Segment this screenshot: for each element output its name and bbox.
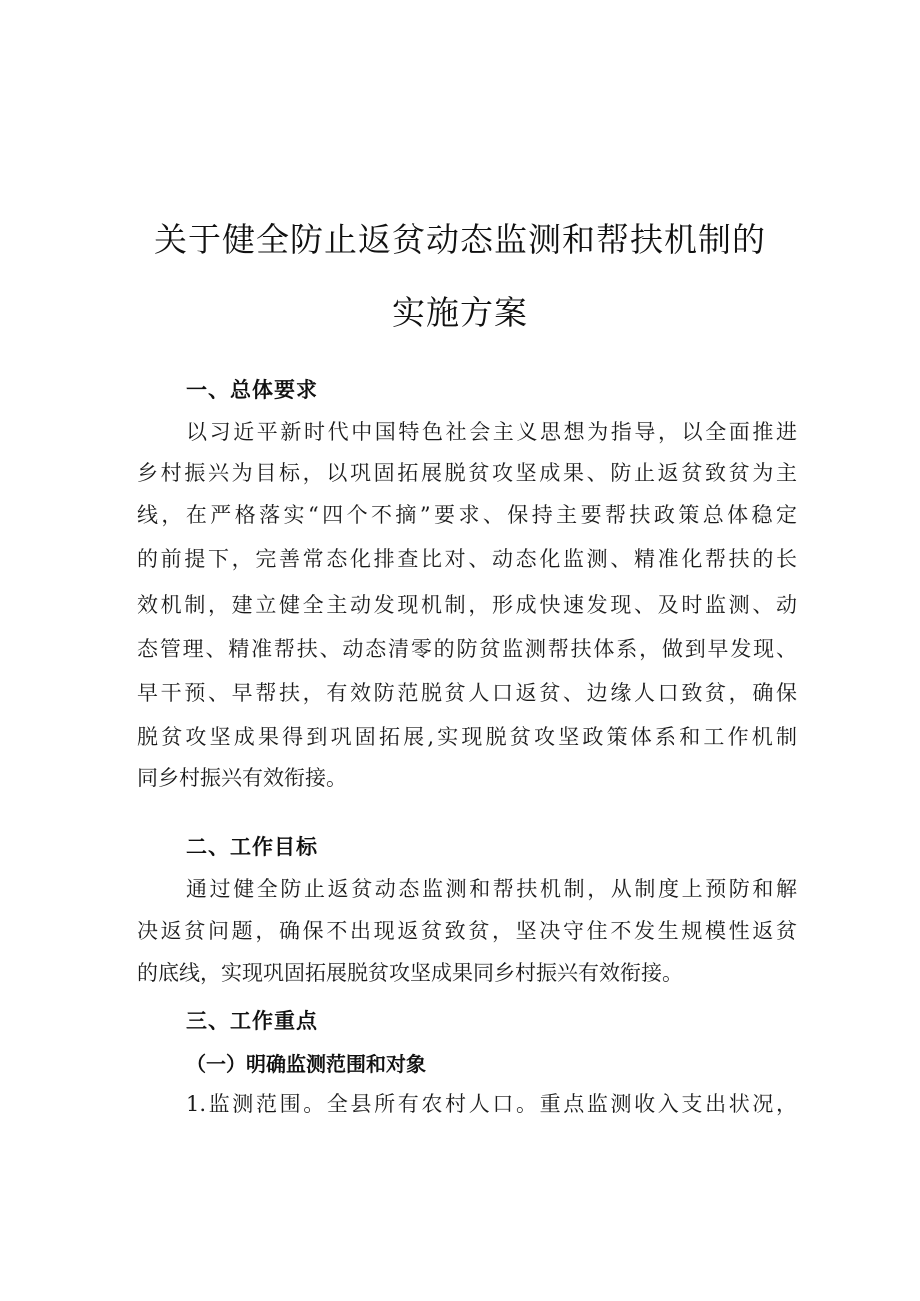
paragraph-line: 同乡村振兴有效衔接。 bbox=[137, 766, 347, 790]
paragraph-line: 通过健全防止返贫动态监测和帮扶机制，从制度上预防和解 bbox=[186, 877, 797, 901]
paragraph-line: 早干预、早帮扶，有效防范脱贫人口返贫、边缘人口致贫，确保 bbox=[137, 681, 797, 705]
document-title-line-2: 实施方案 bbox=[392, 293, 528, 332]
paragraph-line: 1.监测范围。全县所有农村人口。重点监测收入支出状况， bbox=[186, 1092, 797, 1116]
paragraph-line: 脱贫攻坚成果得到巩固拓展,实现脱贫攻坚政策体系和工作机制 bbox=[137, 725, 797, 749]
paragraph-line: 态管理、精准帮扶、动态清零的防贫监测帮扶体系，做到早发现、 bbox=[137, 637, 797, 661]
paragraph-line: 的底线，实现巩固拓展脱贫攻坚成果同乡村振兴有效衔接。 bbox=[137, 961, 683, 985]
section-heading-work-goals: 二、工作目标 bbox=[186, 835, 318, 859]
paragraph-line: 以习近平新时代中国特色社会主义思想为指导，以全面推进 bbox=[186, 420, 797, 444]
paragraph-line: 效机制，建立健全主动发现机制，形成快速发现、及时监测、动 bbox=[137, 593, 797, 617]
paragraph-line: 线，在严格落实“四个不摘”要求、保持主要帮扶政策总体稳定 bbox=[137, 503, 797, 527]
document-title-line-1: 关于健全防止返贫动态监测和帮扶机制的 bbox=[154, 220, 766, 259]
section-heading-general-requirements: 一、总体要求 bbox=[186, 378, 318, 402]
paragraph-line: 的前提下，完善常态化排查比对、动态化监测、精准化帮扶的长 bbox=[137, 547, 797, 571]
subsection-heading-monitoring-scope: （一）明确监测范围和对象 bbox=[186, 1052, 426, 1076]
section-heading-work-focus: 三、工作重点 bbox=[186, 1009, 318, 1033]
paragraph-line: 决返贫问题，确保不出现返贫致贫，坚决守住不发生规模性返贫 bbox=[137, 919, 797, 943]
paragraph-line: 乡村振兴为目标，以巩固拓展脱贫攻坚成果、防止返贫致贫为主 bbox=[137, 461, 797, 485]
